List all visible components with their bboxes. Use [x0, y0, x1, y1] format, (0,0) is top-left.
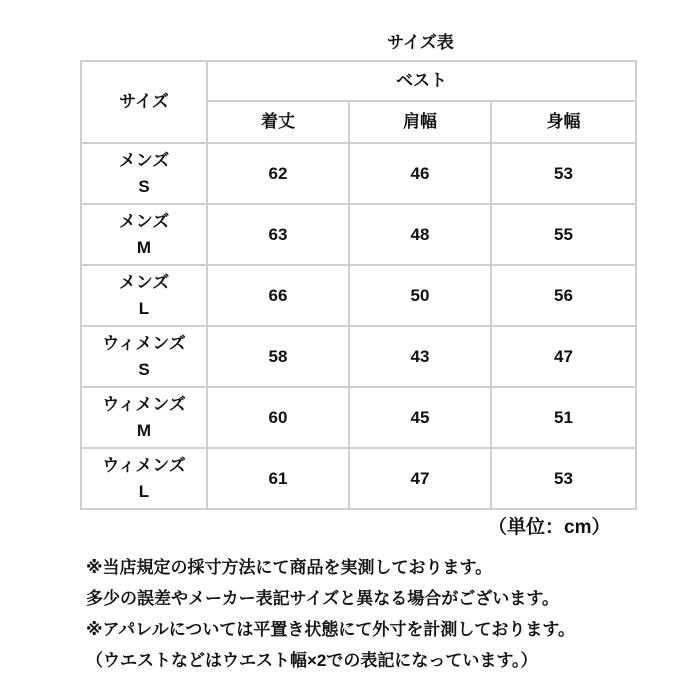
column-header: 身幅 — [491, 101, 636, 143]
header-row — [81, 61, 636, 101]
size-header: サイズ — [81, 61, 207, 143]
size-cell — [81, 326, 207, 387]
column-header: 着丈 — [207, 101, 349, 143]
measurement-cell: 66 — [207, 265, 349, 326]
size-cell — [81, 204, 207, 265]
size-letter: L — [138, 481, 150, 501]
measurement-cell: 60 — [207, 387, 349, 448]
measurement-cell: 53 — [491, 448, 636, 509]
measurement-cell: 51 — [491, 387, 636, 448]
note-line: 多少の誤差やメーカー表記サイズと異なる場合がございます。 — [86, 589, 559, 608]
measurement-cell: 47 — [491, 326, 636, 387]
table-row — [81, 326, 636, 387]
size-cell — [81, 143, 207, 204]
table-row — [81, 387, 636, 448]
table-row — [81, 448, 636, 509]
measurement-cell: 61 — [207, 448, 349, 509]
measurement-cell: 62 — [207, 143, 349, 204]
size-cell — [81, 265, 207, 326]
measurement-cell: 48 — [349, 204, 491, 265]
size-category: ウィメンズ — [102, 394, 186, 414]
measurement-cell: 53 — [491, 143, 636, 204]
size-category: ウィメンズ — [102, 333, 186, 353]
measurement-cell: 43 — [349, 326, 491, 387]
measurement-cell: 50 — [349, 265, 491, 326]
size-letter: M — [136, 420, 152, 440]
note-line: （ウエストなどはウエスト幅×2での表記になっています。） — [86, 651, 538, 670]
size-category: ウィメンズ — [102, 455, 186, 475]
unit-label: （単位：cm） — [488, 517, 611, 538]
note-line: ※当店規定の採寸方法にて商品を実測しております。 — [86, 558, 493, 577]
size-table — [80, 60, 637, 510]
measurement-cell: 63 — [207, 204, 349, 265]
measurement-cell: 58 — [207, 326, 349, 387]
measurement-cell: 46 — [349, 143, 491, 204]
size-category: メンズ — [118, 150, 170, 170]
page-title: サイズ表 — [387, 33, 454, 52]
size-letter: S — [138, 176, 150, 196]
note-line: ※アパレルについては平置き状態にて外寸を計測しております。 — [86, 620, 576, 639]
measurement-cell: 47 — [349, 448, 491, 509]
size-letter: S — [138, 359, 150, 379]
measurement-cell: 55 — [491, 204, 636, 265]
column-header: 肩幅 — [349, 101, 491, 143]
size-category: メンズ — [118, 211, 170, 231]
size-letter: M — [136, 237, 152, 257]
group-header: ベスト — [207, 61, 636, 101]
size-category: メンズ — [118, 272, 170, 292]
notes — [86, 552, 575, 676]
table-row — [81, 143, 636, 204]
size-cell — [81, 387, 207, 448]
size-cell — [81, 448, 207, 509]
table-row — [81, 265, 636, 326]
measurement-cell: 56 — [491, 265, 636, 326]
measurement-cell: 45 — [349, 387, 491, 448]
table-row — [81, 204, 636, 265]
size-letter: L — [138, 298, 150, 318]
